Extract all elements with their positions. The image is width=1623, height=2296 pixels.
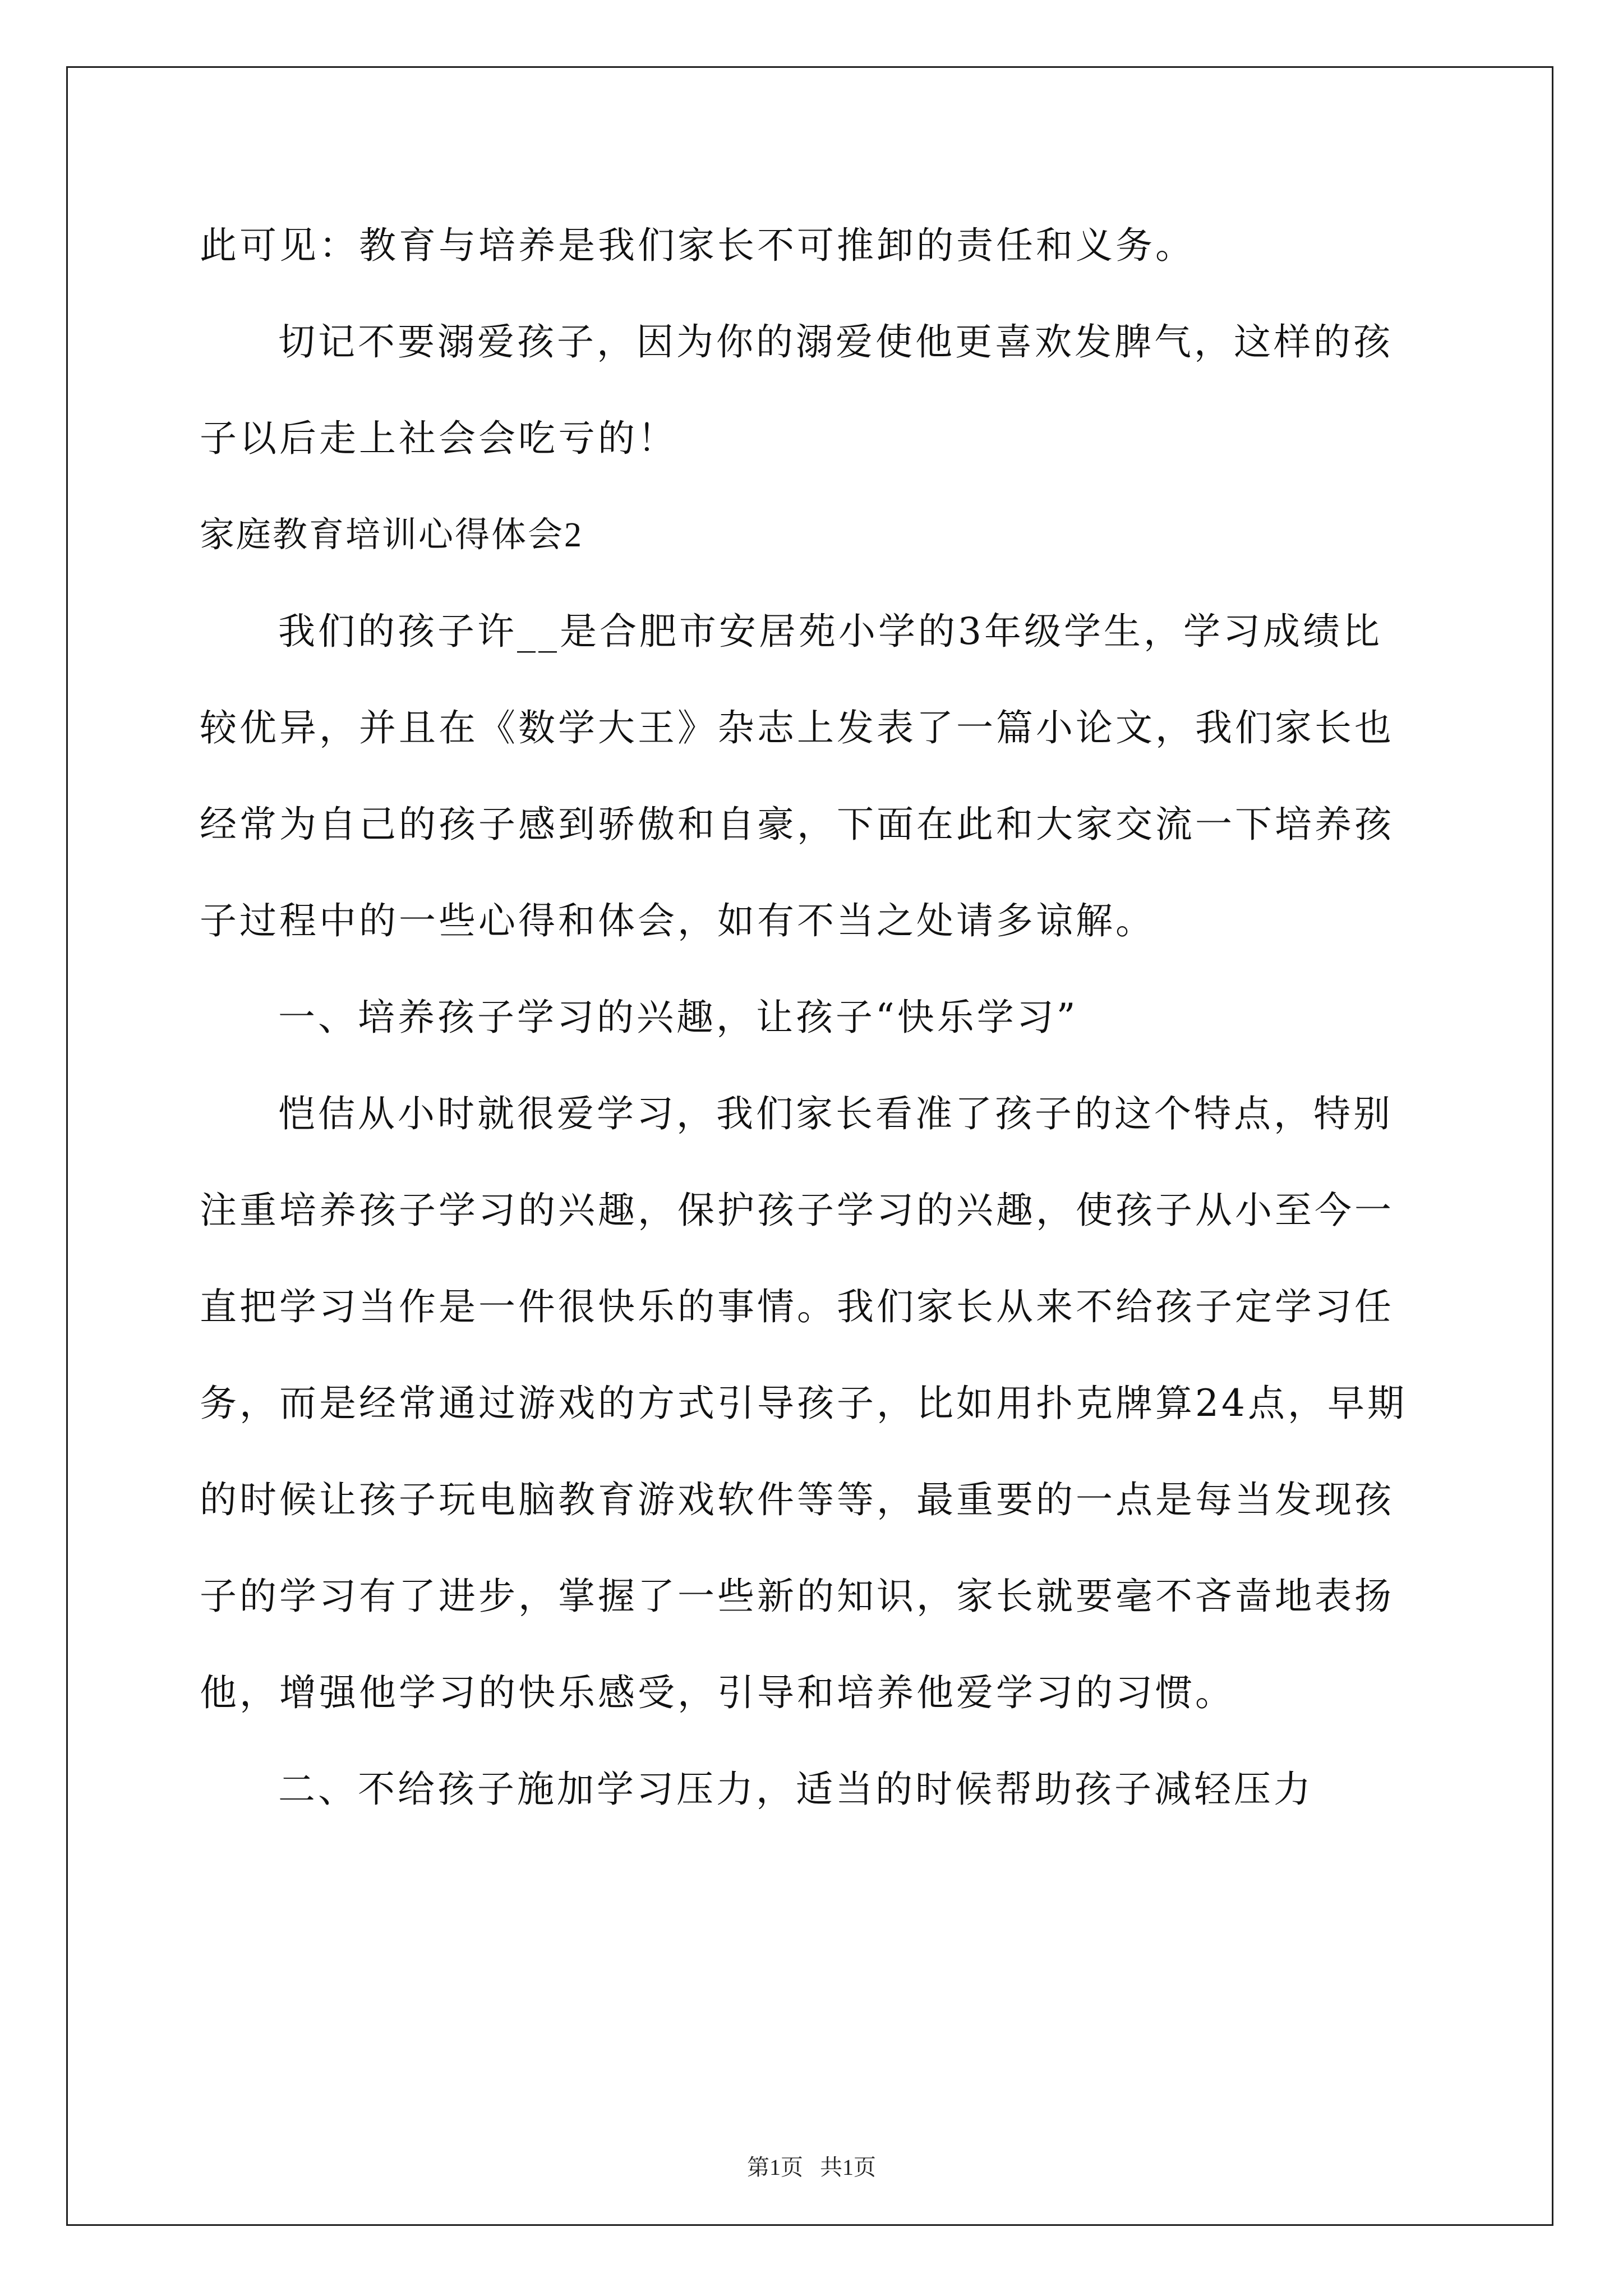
text-line-14: 的时候让孩子玩电脑教育游戏软件等等，最重要的一点是每当发现孩 [200, 1478, 1394, 1521]
subheading-1: 一、培养孩子学习的兴趣，让孩子“快乐学习” [278, 996, 1078, 1039]
text-line-5: 我们的孩子许__是合肥市安居苑小学的3年级学生，学习成绩比 [278, 610, 1382, 653]
section-heading: 家庭教育培训心得体会2 [200, 516, 584, 554]
text-line-10: 恺佶从小时就很爱学习，我们家长看准了孩子的这个特点，特别 [278, 1092, 1393, 1135]
text-line-11: 注重培养孩子学习的兴趣，保护孩子学习的兴趣，使孩子从小至今一 [200, 1189, 1394, 1232]
text-line-6: 较优异，并且在《数学大王》杂志上发表了一篇小论文，我们家长也 [200, 706, 1394, 749]
text-line-7: 经常为自己的孩子感到骄傲和自豪，下面在此和大家交流一下培养孩 [200, 803, 1394, 846]
text-line-16: 他，增强他学习的快乐感受，引导和培养他爱学习的习惯。 [200, 1671, 1235, 1714]
text-line-2: 切记不要溺爱孩子，因为你的溺爱使他更喜欢发脾气，这样的孩 [278, 320, 1393, 364]
document-body [200, 197, 1422, 1838]
text-line-12: 直把学习当作是一件很快乐的事情。我们家长从来不给孩子定学习任 [200, 1285, 1394, 1328]
text-line-8: 子过程中的一些心得和体会，如有不当之处请多谅解。 [200, 899, 1155, 942]
text-line-15: 子的学习有了进步，掌握了一些新的知识，家长就要毫不吝啬地表扬 [200, 1575, 1394, 1618]
text-line-3: 子以后走上社会会吃亏的！ [200, 417, 677, 460]
text-line-13: 务，而是经常通过游戏的方式引导孩子，比如用扑克牌算24点，早期 [200, 1382, 1407, 1425]
text-line-1: 此可见：教育与培养是我们家长不可推卸的责任和义务。 [200, 224, 1195, 267]
page-footer: 第1页 共1页 [747, 2155, 876, 2180]
subheading-2: 二、不给孩子施加学习压力，适当的时候帮助孩子减轻压力 [278, 1768, 1313, 1811]
